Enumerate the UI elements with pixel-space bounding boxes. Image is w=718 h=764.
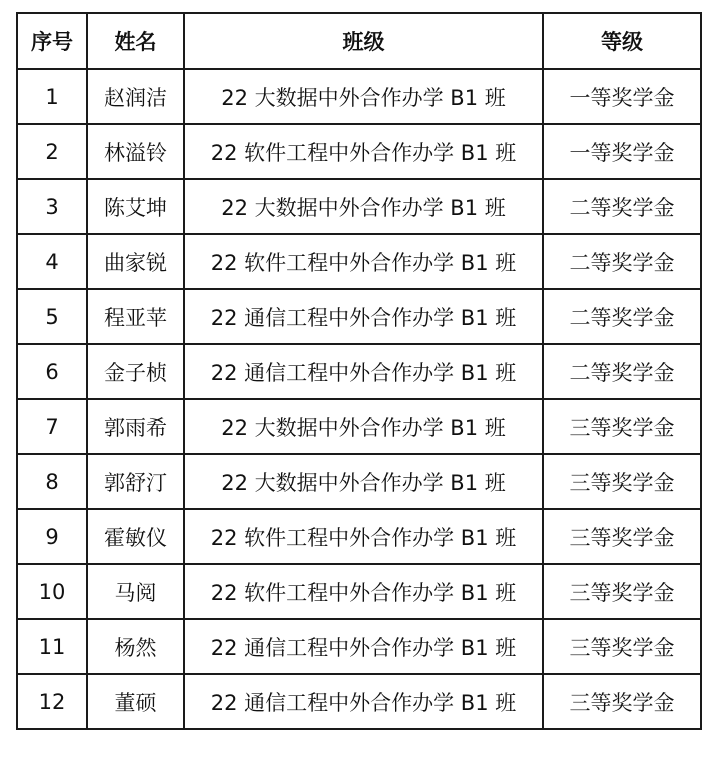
cell-no: 11 (17, 619, 87, 674)
cell-name: 程亚苹 (87, 289, 184, 344)
cell-name: 董硕 (87, 674, 184, 729)
cell-name: 曲家锐 (87, 234, 184, 289)
cell-class: 22 通信工程中外合作办学 B1 班 (184, 344, 543, 399)
cell-no: 5 (17, 289, 87, 344)
cell-name: 郭舒汀 (87, 454, 184, 509)
cell-level: 二等奖学金 (543, 179, 701, 234)
table-row (17, 179, 701, 234)
cell-class: 22 软件工程中外合作办学 B1 班 (184, 564, 543, 619)
cell-level: 二等奖学金 (543, 289, 701, 344)
cell-name: 马阅 (87, 564, 184, 619)
cell-name: 金子桢 (87, 344, 184, 399)
table-row (17, 564, 701, 619)
cell-name: 林溢铃 (87, 124, 184, 179)
cell-level: 三等奖学金 (543, 674, 701, 729)
cell-class: 22 软件工程中外合作办学 B1 班 (184, 234, 543, 289)
cell-name: 赵润洁 (87, 69, 184, 124)
cell-class: 22 大数据中外合作办学 B1 班 (184, 399, 543, 454)
cell-no: 12 (17, 674, 87, 729)
header-class: 班级 (184, 13, 543, 69)
cell-no: 10 (17, 564, 87, 619)
cell-level: 三等奖学金 (543, 454, 701, 509)
table-row (17, 619, 701, 674)
cell-level: 二等奖学金 (543, 234, 701, 289)
table-row (17, 344, 701, 399)
cell-no: 3 (17, 179, 87, 234)
table-row (17, 454, 701, 509)
header-no: 序号 (17, 13, 87, 69)
cell-no: 4 (17, 234, 87, 289)
header-level: 等级 (543, 13, 701, 69)
cell-class: 22 软件工程中外合作办学 B1 班 (184, 509, 543, 564)
cell-class: 22 通信工程中外合作办学 B1 班 (184, 619, 543, 674)
cell-name: 陈艾坤 (87, 179, 184, 234)
header-name: 姓名 (87, 13, 184, 69)
cell-name: 霍敏仪 (87, 509, 184, 564)
cell-class: 22 大数据中外合作办学 B1 班 (184, 179, 543, 234)
table-row (17, 289, 701, 344)
cell-no: 1 (17, 69, 87, 124)
cell-level: 三等奖学金 (543, 619, 701, 674)
table-row (17, 509, 701, 564)
cell-class: 22 大数据中外合作办学 B1 班 (184, 69, 543, 124)
cell-no: 9 (17, 509, 87, 564)
table-row (17, 674, 701, 729)
scholarship-table (16, 12, 702, 730)
cell-no: 2 (17, 124, 87, 179)
cell-no: 8 (17, 454, 87, 509)
cell-no: 6 (17, 344, 87, 399)
header-row (17, 13, 701, 69)
table-row (17, 399, 701, 454)
table-row (17, 69, 701, 124)
cell-level: 一等奖学金 (543, 69, 701, 124)
table-row (17, 234, 701, 289)
cell-level: 一等奖学金 (543, 124, 701, 179)
table-row (17, 124, 701, 179)
cell-level: 二等奖学金 (543, 344, 701, 399)
cell-level: 三等奖学金 (543, 399, 701, 454)
cell-class: 22 通信工程中外合作办学 B1 班 (184, 674, 543, 729)
cell-name: 郭雨希 (87, 399, 184, 454)
cell-class: 22 软件工程中外合作办学 B1 班 (184, 124, 543, 179)
cell-class: 22 大数据中外合作办学 B1 班 (184, 454, 543, 509)
cell-class: 22 通信工程中外合作办学 B1 班 (184, 289, 543, 344)
cell-level: 三等奖学金 (543, 564, 701, 619)
cell-name: 杨然 (87, 619, 184, 674)
cell-level: 三等奖学金 (543, 509, 701, 564)
cell-no: 7 (17, 399, 87, 454)
